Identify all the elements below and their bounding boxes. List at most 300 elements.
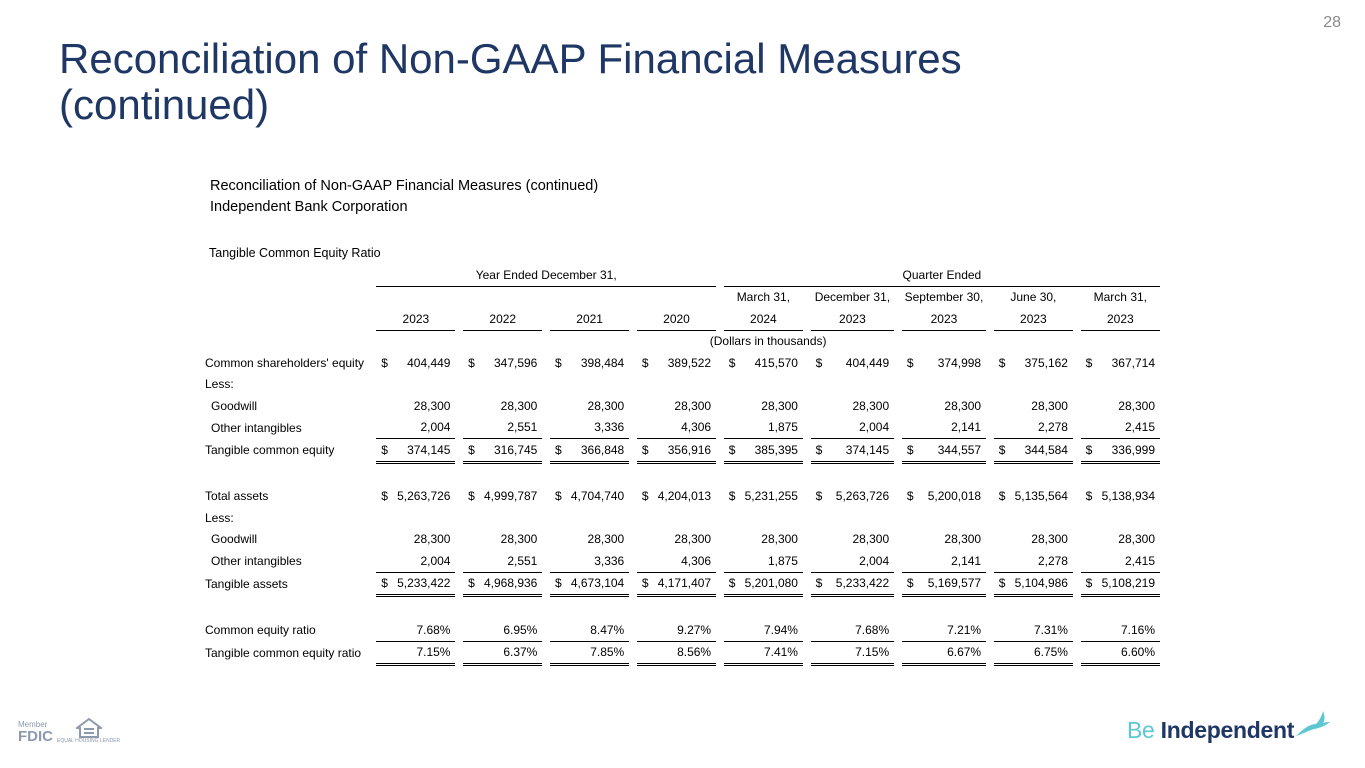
- table-cell: [724, 641, 803, 665]
- table-cell: [550, 395, 629, 417]
- row-label: Other intangibles: [211, 420, 302, 435]
- currency-symbol: $: [906, 442, 914, 457]
- table-cell: [902, 641, 986, 665]
- brand-independent: Independent: [1160, 717, 1295, 743]
- row-label: Common shareholders' equity: [205, 355, 365, 370]
- table-cell: [811, 352, 895, 374]
- table-cell: [637, 439, 716, 463]
- cell-value: 6.75%: [1033, 645, 1068, 660]
- page-number: 28: [1323, 14, 1341, 31]
- table-cell: [463, 507, 542, 529]
- cell-value: 367,714: [1111, 355, 1155, 370]
- member-label: Member: [18, 720, 48, 729]
- table-cell: [902, 529, 986, 551]
- table-cell: [994, 486, 1073, 508]
- house-icon: [76, 718, 102, 738]
- units-note: (Dollars in thousands): [709, 334, 827, 349]
- table-cell: [724, 374, 803, 396]
- cell-value: 2,004: [420, 420, 451, 435]
- row-label: Tangible common equity ratio: [205, 645, 362, 660]
- table-cell: [1081, 439, 1160, 463]
- cell-value: 5,201,080: [744, 576, 798, 591]
- table-cell: [463, 486, 542, 508]
- table-cell: [994, 417, 1073, 439]
- year-ended-header: Year Ended December 31,: [376, 264, 716, 286]
- cell-value: 7.21%: [947, 622, 982, 637]
- cell-value: 2,551: [507, 420, 538, 435]
- table-cell: [994, 352, 1073, 374]
- table-cell: [637, 641, 716, 665]
- table-cell: [811, 619, 895, 641]
- table-row: [200, 374, 1160, 396]
- cell-value: 28,300: [761, 532, 798, 547]
- table-cell: [463, 572, 542, 596]
- column-header-month: December 31,: [814, 290, 891, 305]
- table-row: [200, 352, 1160, 374]
- cell-value: 344,584: [1024, 442, 1068, 457]
- table-cell: [724, 352, 803, 374]
- table-cell: [637, 572, 716, 596]
- row-label: Less:: [205, 510, 234, 525]
- cell-value: 7.68%: [855, 622, 890, 637]
- table-cell: [811, 572, 895, 596]
- table-cell: [811, 486, 895, 508]
- cell-value: 6.37%: [503, 645, 538, 660]
- table-cell: [376, 641, 455, 665]
- cell-value: 2,004: [859, 420, 890, 435]
- table-cell: [463, 417, 542, 439]
- cell-value: 4,171,407: [657, 576, 712, 591]
- report-heading: Reconciliation of Non-GAAP Financial Measures (continued): [210, 178, 599, 194]
- row-label: Common equity ratio: [205, 623, 316, 637]
- cell-value: 4,204,013: [657, 489, 712, 504]
- column-header-month: June 30,: [1010, 290, 1057, 305]
- table-cell: [376, 486, 455, 508]
- table-cell: [724, 395, 803, 417]
- table-row: [200, 439, 1160, 463]
- column-header-month: [637, 286, 716, 308]
- cell-value: 5,200,018: [927, 489, 982, 504]
- table-row: [200, 550, 1160, 572]
- table-cell: [902, 374, 986, 396]
- table-cell: [724, 529, 803, 551]
- table-cell: [994, 572, 1073, 596]
- table-cell: [463, 439, 542, 463]
- row-label: Goodwill: [211, 398, 258, 413]
- table-cell: [724, 439, 803, 463]
- cell-value: 5,231,255: [744, 489, 798, 504]
- column-header-year: 2020: [637, 308, 716, 330]
- table-cell: [637, 550, 716, 572]
- table-cell: [811, 507, 895, 529]
- table-cell: [994, 374, 1073, 396]
- cell-value: 28,300: [500, 398, 538, 413]
- lender-label: EQUAL HOUSING LENDER: [57, 738, 121, 744]
- currency-symbol: $: [906, 576, 914, 591]
- table-cell: [902, 507, 986, 529]
- cell-value: 7.41%: [763, 645, 798, 660]
- table-row: [200, 641, 1160, 665]
- brand-be: Be: [1127, 717, 1155, 743]
- currency-symbol: $: [998, 489, 1006, 504]
- cell-value: 2,278: [1037, 553, 1068, 568]
- currency-symbol: $: [1085, 576, 1093, 591]
- cell-value: 7.85%: [590, 645, 625, 660]
- column-header-year: 2021: [550, 308, 629, 330]
- table-cell: [463, 550, 542, 572]
- cell-value: 5,233,422: [397, 576, 451, 591]
- cell-value: 374,998: [937, 355, 982, 370]
- table-cell: [1081, 550, 1160, 572]
- cell-value: 6.95%: [503, 622, 538, 637]
- cell-value: 28,300: [413, 532, 451, 547]
- table-cell: [637, 529, 716, 551]
- table-cell: [376, 374, 455, 396]
- column-header-month: [376, 286, 455, 308]
- column-header-year: 2023: [1081, 308, 1160, 330]
- table-cell: [902, 619, 986, 641]
- table-cell: [637, 352, 716, 374]
- cell-value: 5,104,986: [1014, 576, 1068, 591]
- cell-value: 7.94%: [763, 622, 798, 637]
- table-cell: [550, 352, 629, 374]
- cell-value: 2,415: [1124, 420, 1155, 435]
- column-header-month: [463, 286, 542, 308]
- table-cell: [1081, 395, 1160, 417]
- table-cell: [376, 550, 455, 572]
- table-row: [200, 529, 1160, 551]
- table-cell: [376, 352, 455, 374]
- table-cell: [902, 439, 986, 463]
- cell-value: 4,673,104: [570, 576, 625, 591]
- table-cell: [637, 619, 716, 641]
- cell-value: 415,570: [754, 355, 798, 370]
- cell-value: 7.68%: [416, 622, 451, 637]
- cell-value: 9.27%: [677, 622, 712, 637]
- row-label: Goodwill: [211, 532, 258, 547]
- cell-value: 28,300: [674, 398, 712, 413]
- table-cell: [811, 529, 895, 551]
- table-cell: [811, 374, 895, 396]
- cell-value: 28,300: [587, 398, 625, 413]
- table-cell: [724, 417, 803, 439]
- currency-symbol: $: [815, 355, 823, 370]
- cell-value: 374,145: [407, 442, 451, 457]
- table-row: [200, 486, 1160, 508]
- cell-value: 4,306: [681, 420, 712, 435]
- cell-value: 8.56%: [677, 645, 712, 660]
- cell-value: 28,300: [852, 398, 890, 413]
- currency-symbol: $: [728, 489, 736, 504]
- table-cell: [902, 486, 986, 508]
- table-cell: [994, 641, 1073, 665]
- cell-value: 28,300: [1118, 532, 1155, 547]
- column-header-year-row: [200, 308, 1160, 330]
- table-cell: [550, 641, 629, 665]
- report-company: Independent Bank Corporation: [210, 199, 408, 215]
- table-cell: [811, 641, 895, 665]
- column-header-month: March 31,: [1093, 290, 1147, 305]
- cell-value: 389,522: [667, 355, 712, 370]
- cell-value: 6.60%: [1120, 645, 1155, 660]
- table-cell: [724, 572, 803, 596]
- table-cell: [550, 550, 629, 572]
- table-cell: [550, 507, 629, 529]
- column-header-year: 2022: [463, 308, 542, 330]
- cell-value: 356,916: [667, 442, 712, 457]
- table-row: [200, 507, 1160, 529]
- table-cell: [550, 439, 629, 463]
- currency-symbol: $: [728, 355, 736, 370]
- currency-symbol: $: [381, 355, 388, 370]
- table-cell: [902, 572, 986, 596]
- cell-value: 4,999,787: [483, 489, 538, 504]
- table-cell: [902, 417, 986, 439]
- table-cell: [1081, 374, 1160, 396]
- cell-value: 6.67%: [947, 645, 982, 660]
- table-cell: [550, 374, 629, 396]
- cell-value: 404,449: [845, 355, 890, 370]
- table-cell: [637, 417, 716, 439]
- fdic-label: FDIC: [18, 728, 53, 745]
- currency-symbol: $: [555, 442, 562, 457]
- column-header-year: 2023: [994, 308, 1073, 330]
- table-cell: [1081, 641, 1160, 665]
- currency-symbol: $: [381, 576, 388, 591]
- currency-symbol: $: [815, 489, 823, 504]
- table-cell: [550, 529, 629, 551]
- bird-icon: [1294, 710, 1330, 738]
- currency-symbol: $: [468, 576, 475, 591]
- table-cell: [811, 395, 895, 417]
- table-cell: [463, 374, 542, 396]
- cell-value: 4,968,936: [483, 576, 538, 591]
- cell-value: 7.15%: [855, 645, 890, 660]
- currency-symbol: $: [381, 442, 388, 457]
- cell-value: 5,169,577: [927, 576, 982, 591]
- currency-symbol: $: [998, 576, 1006, 591]
- table-cell: [1081, 417, 1160, 439]
- currency-symbol: $: [381, 489, 388, 504]
- page-title: Reconciliation of Non-GAAP Financial Measures (continued): [59, 35, 962, 128]
- units-row: [200, 330, 1160, 352]
- table-cell: [463, 619, 542, 641]
- column-header-year: 2023: [376, 308, 455, 330]
- currency-symbol: $: [728, 576, 736, 591]
- cell-value: 404,449: [407, 355, 451, 370]
- currency-symbol: $: [641, 442, 649, 457]
- table-cell: [994, 395, 1073, 417]
- table-cell: [550, 572, 629, 596]
- currency-symbol: $: [555, 576, 562, 591]
- table-cell: [376, 572, 455, 596]
- table-cell: [724, 486, 803, 508]
- table-cell: [1081, 352, 1160, 374]
- cell-value: 7.16%: [1120, 622, 1155, 637]
- cell-value: 28,300: [587, 532, 625, 547]
- cell-value: 8.47%: [590, 622, 625, 637]
- cell-value: 2,004: [420, 553, 451, 568]
- table-cell: [724, 507, 803, 529]
- cell-value: 2,141: [951, 553, 982, 568]
- table-cell: [376, 529, 455, 551]
- table-cell: [550, 486, 629, 508]
- cell-value: 28,300: [1031, 398, 1068, 413]
- table-cell: [902, 550, 986, 572]
- table-cell: [811, 439, 895, 463]
- table-cell: [994, 550, 1073, 572]
- currency-symbol: $: [468, 442, 475, 457]
- table-row: [200, 619, 1160, 641]
- cell-value: 375,162: [1024, 355, 1068, 370]
- table-cell: [376, 395, 455, 417]
- row-label: Total assets: [205, 489, 269, 504]
- column-header-month: March 31,: [736, 290, 791, 305]
- table-row: [200, 572, 1160, 596]
- group-header-row: [200, 264, 1160, 286]
- fdic-logo: [18, 720, 53, 744]
- row-label: Less:: [205, 377, 234, 392]
- brand-logo: [1127, 710, 1330, 744]
- table-cell: [724, 550, 803, 572]
- currency-symbol: $: [555, 489, 562, 504]
- footer-logos: [18, 718, 120, 744]
- cell-value: 28,300: [1031, 532, 1068, 547]
- cell-value: 5,263,726: [397, 489, 451, 504]
- cell-value: 4,704,740: [570, 489, 625, 504]
- table-cell: [550, 619, 629, 641]
- brand-text: [1127, 717, 1294, 744]
- currency-symbol: $: [468, 355, 475, 370]
- cell-value: 2,278: [1037, 420, 1068, 435]
- cell-value: 3,336: [594, 420, 625, 435]
- currency-symbol: $: [998, 442, 1006, 457]
- cell-value: 5,263,726: [835, 489, 890, 504]
- currency-symbol: $: [815, 576, 823, 591]
- table-row: [200, 395, 1160, 417]
- cell-value: 28,300: [674, 532, 712, 547]
- cell-value: 398,484: [580, 355, 625, 370]
- cell-value: 2,141: [951, 420, 982, 435]
- row-label: Other intangibles: [211, 554, 302, 568]
- reconciliation-report: [200, 176, 1160, 666]
- cell-value: 3,336: [594, 553, 625, 568]
- table-cell: [637, 374, 716, 396]
- cell-value: 374,145: [845, 442, 890, 457]
- table-cell: [376, 439, 455, 463]
- table-cell: [1081, 529, 1160, 551]
- reconciliation-table: [200, 264, 1160, 666]
- currency-symbol: $: [555, 355, 562, 370]
- cell-value: 5,108,219: [1101, 576, 1155, 591]
- currency-symbol: $: [906, 489, 914, 504]
- currency-symbol: $: [998, 355, 1006, 370]
- currency-symbol: $: [641, 489, 649, 504]
- table-cell: [376, 619, 455, 641]
- column-header-year: 2023: [811, 308, 895, 330]
- table-cell: [376, 417, 455, 439]
- table-cell: [1081, 572, 1160, 596]
- currency-symbol: $: [1085, 355, 1093, 370]
- cell-value: 4,306: [681, 553, 712, 568]
- cell-value: 28,300: [1118, 398, 1155, 413]
- cell-value: 28,300: [852, 532, 890, 547]
- cell-value: 28,300: [500, 532, 538, 547]
- cell-value: 28,300: [761, 398, 798, 413]
- table-cell: [637, 395, 716, 417]
- table-cell: [724, 619, 803, 641]
- cell-value: 7.15%: [416, 645, 451, 660]
- currency-symbol: $: [468, 489, 475, 504]
- cell-value: 316,745: [493, 442, 538, 457]
- cell-value: 2,551: [507, 553, 538, 568]
- row-label: Tangible common equity: [205, 443, 335, 458]
- cell-value: 2,004: [859, 553, 890, 568]
- currency-symbol: $: [1085, 442, 1093, 457]
- currency-symbol: $: [641, 355, 649, 370]
- cell-value: 5,233,422: [835, 576, 890, 591]
- table-cell: [994, 529, 1073, 551]
- cell-value: 344,557: [937, 442, 982, 457]
- table-cell: [994, 439, 1073, 463]
- cell-value: 7.31%: [1033, 622, 1068, 637]
- cell-value: 1,875: [767, 553, 798, 568]
- table-cell: [550, 417, 629, 439]
- table-cell: [994, 619, 1073, 641]
- cell-value: 5,138,934: [1101, 489, 1155, 504]
- cell-value: 28,300: [413, 398, 451, 413]
- table-row: [200, 417, 1160, 439]
- table-cell: [463, 529, 542, 551]
- cell-value: 347,596: [493, 355, 538, 370]
- table-cell: [902, 395, 986, 417]
- table-cell: [463, 395, 542, 417]
- equal-housing-lender-logo: [57, 718, 120, 744]
- currency-symbol: $: [728, 442, 736, 457]
- quarter-ended-header: Quarter Ended: [724, 264, 1160, 286]
- cell-value: 5,135,564: [1014, 489, 1068, 504]
- cell-value: 28,300: [944, 532, 982, 547]
- report-subtitle: Tangible Common Equity Ratio: [209, 246, 381, 260]
- table-cell: [463, 352, 542, 374]
- table-cell: [1081, 507, 1160, 529]
- table-cell: [902, 352, 986, 374]
- table-cell: [994, 507, 1073, 529]
- column-header-top-row: [200, 286, 1160, 308]
- cell-value: 336,999: [1111, 442, 1155, 457]
- cell-value: 2,415: [1124, 553, 1155, 568]
- table-cell: [376, 507, 455, 529]
- cell-value: 1,875: [767, 420, 798, 435]
- column-header-year: 2023: [902, 308, 986, 330]
- table-cell: [463, 641, 542, 665]
- cell-value: 366,848: [580, 442, 625, 457]
- column-header-month: [550, 286, 629, 308]
- currency-symbol: $: [815, 442, 823, 457]
- table-cell: [637, 507, 716, 529]
- column-header-month: September 30,: [904, 290, 984, 305]
- currency-symbol: $: [906, 355, 914, 370]
- table-cell: [637, 486, 716, 508]
- currency-symbol: $: [641, 576, 649, 591]
- column-header-year: 2024: [724, 308, 803, 330]
- table-cell: [811, 550, 895, 572]
- cell-value: 385,395: [754, 442, 798, 457]
- table-cell: [811, 417, 895, 439]
- cell-value: 28,300: [944, 398, 982, 413]
- table-cell: [1081, 486, 1160, 508]
- table-cell: [1081, 619, 1160, 641]
